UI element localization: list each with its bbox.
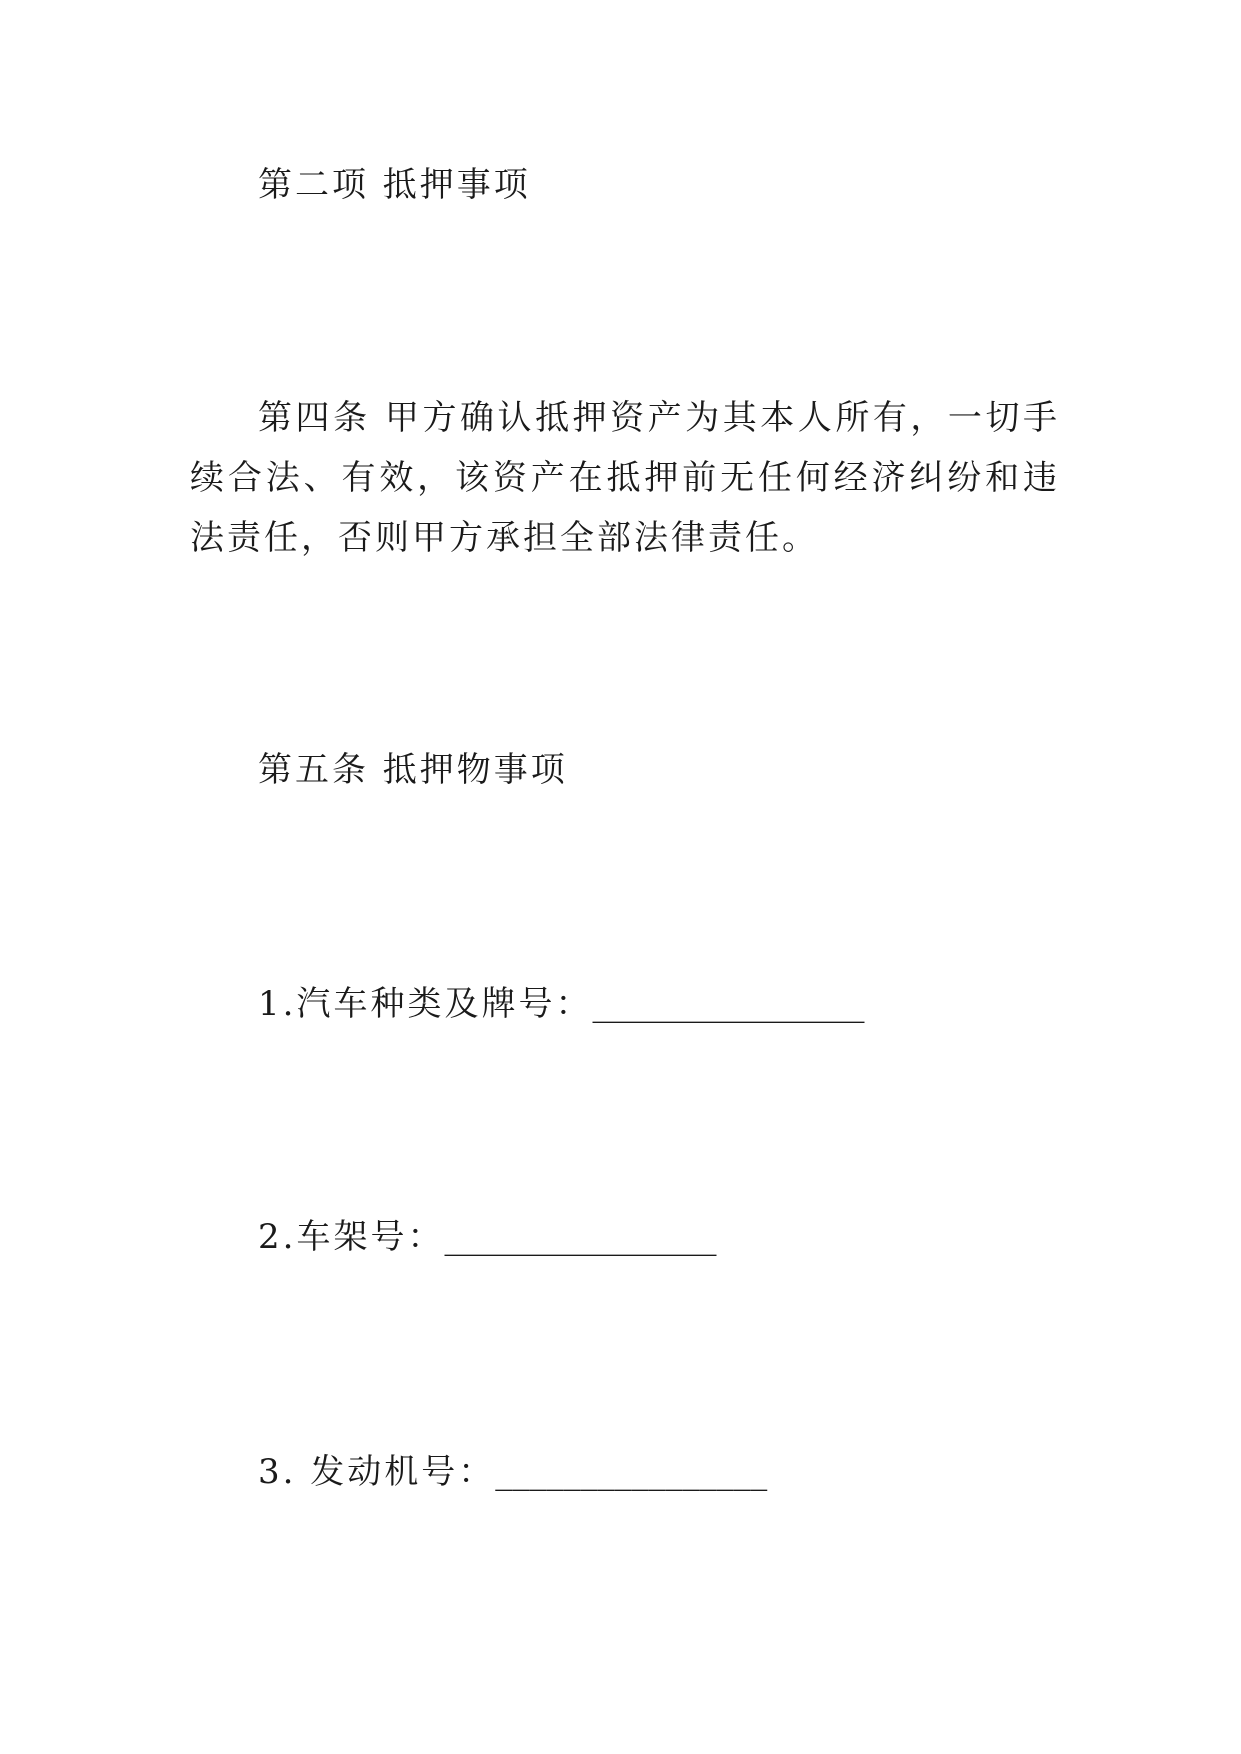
item-1-label: 1.汽车种类及牌号： [258,984,593,1024]
item-3 [258,1442,767,1502]
item-3-blank: ________________ [495,1452,768,1492]
section-heading: 第二项 抵押事项 [258,165,531,205]
item-2-blank: ________________ [444,1217,717,1257]
item-2 [258,1207,716,1267]
article-4-paragraph: 第四条 甲方确认抵押资产为其本人所有，一切手续合法、有效，该资产在抵押前无任何经济纠纷和违法责任，否则甲方承担全部法律责任。 [190,398,1060,558]
item-1 [258,974,864,1034]
article-5-heading: 第五条 抵押物事项 [258,750,568,790]
item-3-label: 3. 发动机号： [258,1452,496,1492]
item-2-label: 2.车架号： [258,1217,445,1257]
item-1-blank: ________________ [592,984,865,1024]
